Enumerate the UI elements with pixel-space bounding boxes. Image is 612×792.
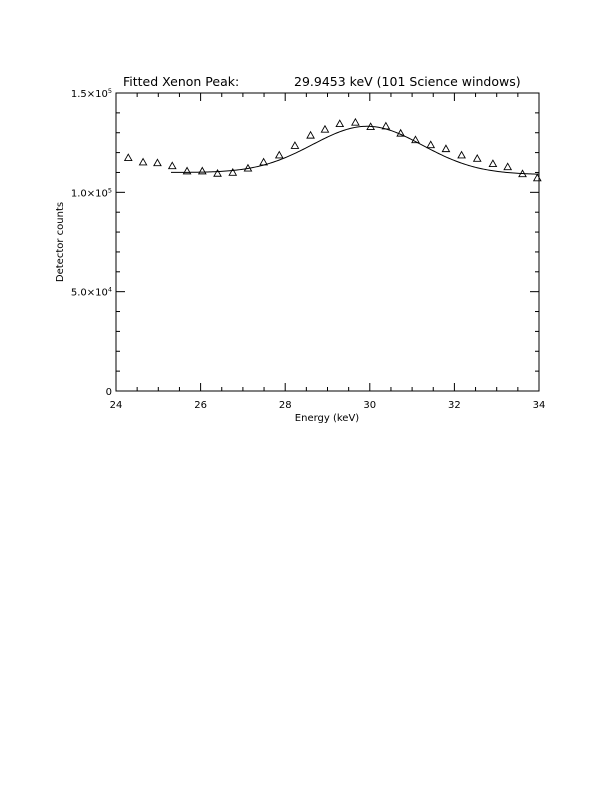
data-point	[458, 152, 465, 158]
data-point	[442, 145, 449, 151]
x-tick-label: 28	[278, 400, 292, 411]
data-point	[352, 119, 359, 125]
data-point	[307, 132, 314, 138]
y-axis-label: Detector counts	[55, 201, 66, 283]
fit-curve	[171, 126, 539, 174]
data-point	[125, 154, 132, 160]
data-point	[154, 159, 161, 165]
data-point	[169, 162, 176, 168]
y-tick-labels	[71, 87, 112, 398]
data-point	[534, 174, 541, 180]
data-point	[139, 159, 146, 165]
plot-frame	[116, 93, 539, 391]
data-point	[276, 152, 283, 158]
chart-title-left: Fitted Xenon Peak:	[123, 74, 240, 89]
x-tick-label: 26	[194, 400, 207, 411]
x-tick-labels	[110, 400, 546, 411]
y-tick-label: $5.0\times 10^4$	[70, 285, 112, 299]
data-point	[336, 120, 343, 126]
y-tick-label: $1.0\times 10^5$	[70, 186, 112, 200]
axis-ticks	[116, 93, 539, 391]
y-tick-label: 0	[105, 387, 112, 398]
data-point	[214, 170, 221, 176]
data-point	[489, 160, 496, 166]
x-tick-label: 24	[109, 400, 123, 411]
data-point	[321, 126, 328, 132]
data-point	[427, 141, 434, 147]
x-tick-label: 32	[448, 400, 461, 411]
x-axis-label: Energy (keV)	[294, 413, 360, 424]
data-point	[183, 167, 190, 173]
chart-title-right: 29.9453 keV (101 Science windows)	[294, 74, 521, 89]
data-point	[504, 163, 511, 169]
data-points	[125, 119, 541, 181]
data-point	[199, 167, 206, 173]
x-tick-label: 30	[363, 400, 377, 411]
data-point	[474, 155, 481, 161]
y-tick-label: $1.5\times 10^5$	[70, 87, 112, 100]
x-tick-label: 34	[532, 400, 546, 411]
data-point	[291, 142, 298, 148]
